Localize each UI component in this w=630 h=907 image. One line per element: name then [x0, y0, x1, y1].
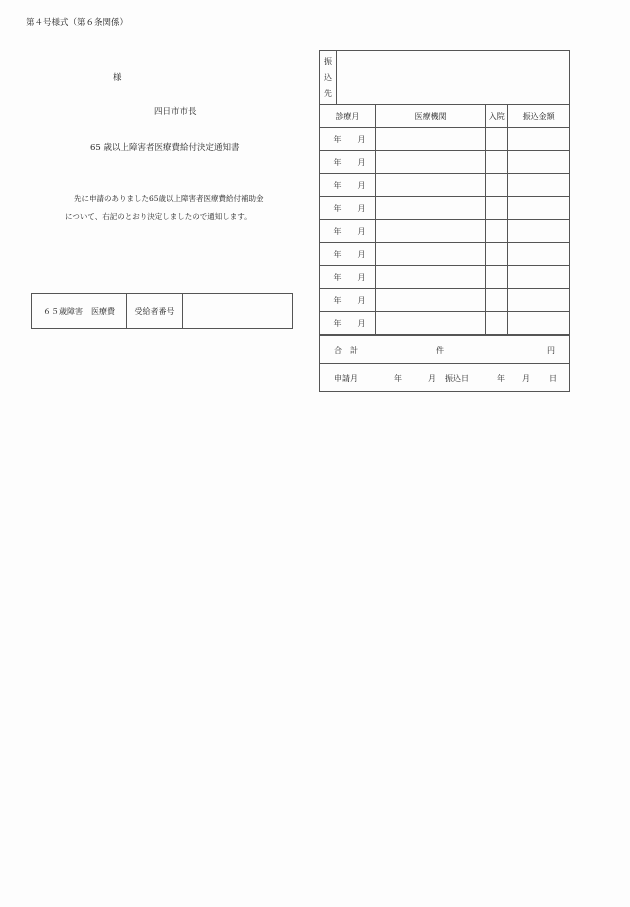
- treatment-month-cell[interactable]: [320, 220, 375, 243]
- medical-institution-cell[interactable]: [375, 289, 485, 312]
- year-unit: 年: [333, 272, 342, 282]
- year-unit: 年: [333, 295, 342, 305]
- month-unit: 月: [357, 203, 366, 213]
- application-month-label: 申請月: [334, 374, 358, 383]
- table-row: [320, 174, 569, 197]
- inpatient-cell[interactable]: [486, 312, 508, 335]
- header-transfer-amount: 振込金額: [508, 105, 569, 128]
- medical-institution-cell[interactable]: [375, 174, 485, 197]
- body-text-line-2: について、右記のとおり決定しましたので通知します。: [65, 212, 252, 221]
- medical-institution-cell[interactable]: [375, 243, 485, 266]
- table-row: [320, 128, 569, 151]
- table-row: [320, 197, 569, 220]
- inpatient-cell[interactable]: [486, 220, 508, 243]
- year-unit: 年: [333, 157, 342, 167]
- benefit-type-label: ６５歳障害 医療費: [32, 294, 127, 329]
- transfer-month-unit: 月: [522, 374, 530, 383]
- application-year-unit: 年: [394, 374, 402, 383]
- month-unit: 月: [357, 272, 366, 282]
- transfer-year-unit: 年: [497, 374, 505, 383]
- transfer-amount-cell[interactable]: [508, 312, 569, 335]
- table-row: [320, 220, 569, 243]
- inpatient-cell[interactable]: [486, 243, 508, 266]
- table-row: [320, 312, 569, 335]
- table-row: [320, 151, 569, 174]
- transfer-amount-cell[interactable]: [508, 151, 569, 174]
- month-unit: 月: [357, 295, 366, 305]
- year-unit: 年: [333, 134, 342, 144]
- medical-institution-cell[interactable]: [375, 266, 485, 289]
- application-row: [320, 363, 569, 391]
- destination-char-1: 振: [324, 57, 332, 67]
- header-treatment-month: 診療月: [320, 105, 375, 128]
- form-number-label: 第４号様式（第６条関係）: [26, 18, 129, 28]
- document-title: 65 歳以上障害者医療費給付決定通知書: [90, 143, 240, 153]
- transfer-amount-cell[interactable]: [508, 220, 569, 243]
- month-unit: 月: [357, 180, 366, 190]
- treatment-month-cell[interactable]: [320, 197, 375, 220]
- header-medical-institution: 医療機関: [375, 105, 485, 128]
- inpatient-cell[interactable]: [486, 128, 508, 151]
- year-unit: 年: [333, 226, 342, 236]
- medical-institution-cell[interactable]: [375, 312, 485, 335]
- recipient-id-table: [31, 293, 293, 329]
- inpatient-cell[interactable]: [486, 197, 508, 220]
- total-label: 合 計: [334, 346, 358, 355]
- treatment-month-cell[interactable]: [320, 151, 375, 174]
- medical-institution-cell[interactable]: [375, 151, 485, 174]
- month-unit: 月: [357, 134, 366, 144]
- issuer-name: 四日市市長: [154, 107, 197, 117]
- recipient-number-label: 受給者番号: [127, 294, 183, 329]
- month-unit: 月: [357, 157, 366, 167]
- transfer-date-label: 振込日: [445, 374, 469, 383]
- inpatient-cell[interactable]: [486, 289, 508, 312]
- application-month-unit: 月: [428, 374, 436, 383]
- table-header-row: [320, 105, 569, 128]
- inpatient-cell[interactable]: [486, 151, 508, 174]
- inpatient-cell[interactable]: [486, 174, 508, 197]
- transfer-amount-cell[interactable]: [508, 174, 569, 197]
- transfer-amount-cell[interactable]: [508, 266, 569, 289]
- total-row: [320, 335, 569, 363]
- table-row: [320, 289, 569, 312]
- total-yen-unit: 円: [547, 346, 555, 355]
- destination-char-3: 先: [324, 88, 332, 98]
- payment-detail-box: [319, 50, 570, 392]
- recipient-number-field[interactable]: [183, 294, 293, 329]
- transfer-amount-cell[interactable]: [508, 243, 569, 266]
- year-unit: 年: [333, 180, 342, 190]
- month-unit: 月: [357, 249, 366, 259]
- treatment-month-cell[interactable]: [320, 174, 375, 197]
- total-count-unit: 件: [436, 346, 444, 355]
- treatment-month-cell[interactable]: [320, 266, 375, 289]
- transfer-amount-cell[interactable]: [508, 197, 569, 220]
- recipient-honorific: 様: [113, 73, 122, 83]
- medical-institution-cell[interactable]: [375, 220, 485, 243]
- header-inpatient: 入院: [486, 105, 508, 128]
- transfer-amount-cell[interactable]: [508, 289, 569, 312]
- medical-institution-cell[interactable]: [375, 197, 485, 220]
- year-unit: 年: [333, 249, 342, 259]
- transfer-day-unit: 日: [549, 374, 557, 383]
- medical-institution-cell[interactable]: [375, 128, 485, 151]
- inpatient-cell[interactable]: [486, 266, 508, 289]
- year-unit: 年: [333, 203, 342, 213]
- treatment-month-cell[interactable]: [320, 289, 375, 312]
- payment-detail-table: [320, 105, 569, 335]
- month-unit: 月: [357, 318, 366, 328]
- treatment-month-cell[interactable]: [320, 312, 375, 335]
- payment-destination-label: [320, 51, 337, 104]
- table-row: [320, 266, 569, 289]
- treatment-month-cell[interactable]: [320, 128, 375, 151]
- payment-destination-field[interactable]: [337, 51, 569, 104]
- transfer-amount-cell[interactable]: [508, 128, 569, 151]
- month-unit: 月: [357, 226, 366, 236]
- payment-destination-row: [320, 51, 569, 105]
- body-text-line-1: 先に申請のありました65歳以上障害者医療費給付補助金: [74, 194, 264, 203]
- treatment-month-cell[interactable]: [320, 243, 375, 266]
- table-row: [320, 243, 569, 266]
- year-unit: 年: [333, 318, 342, 328]
- destination-char-2: 込: [324, 72, 332, 82]
